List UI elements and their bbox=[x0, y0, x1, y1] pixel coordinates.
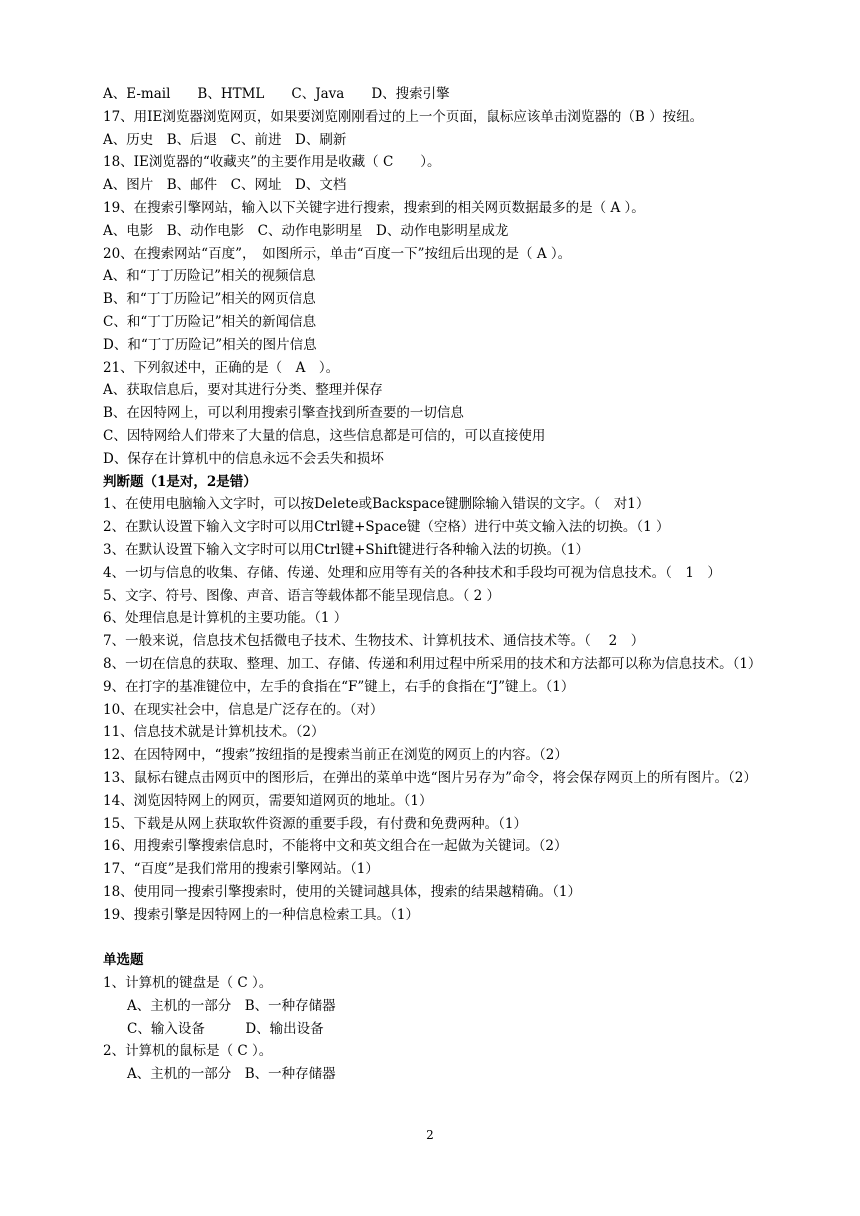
text-line: C、因特网给人们带来了大量的信息，这些信息都是可信的，可以直接使用 bbox=[103, 427, 546, 444]
question-line: 1、计算机的键盘是（ C ）。 bbox=[103, 975, 273, 992]
judge-item: 5、文字、符号、图像、声音、语言等载体都不能呈现信息。（ 2 ） bbox=[103, 587, 501, 604]
judge-item: 6、处理信息是计算机的主要功能。（1 ） bbox=[103, 610, 348, 627]
text-line: A、电影 B、动作电影 C、动作电影明星 D、动作电影明星成龙 bbox=[103, 222, 509, 239]
judge-item-13: 13、鼠标右键点击网页中的图形后，在弹出的菜单中选“图片另存为”命令，将会保存网页上的所有图片。（2） bbox=[103, 769, 757, 786]
text-line: A、E-mail B、HTML C、Java D、搜索引擎 bbox=[103, 86, 450, 102]
text-line: 20、在搜索网站“百度”， 如图所示，单击“百度一下”按纽后出现的是（ A ）。 bbox=[103, 245, 572, 262]
judge-item: 11、信息技术就是计算机技术。（2） bbox=[103, 724, 325, 741]
judge-item: 17、“百度”是我们常用的搜索引擎网站。（1） bbox=[103, 861, 379, 878]
text-line: C、和“丁丁历险记”相关的新闻信息 bbox=[103, 313, 317, 330]
judge-item: 16、用搜索引擎搜索信息时，不能将中文和英文组合在一起做为关键词。（2） bbox=[103, 838, 568, 855]
text-line: D、保存在计算机中的信息永远不会丢失和损坏 bbox=[103, 450, 384, 467]
option-line: C、输入设备 D、输出设备 bbox=[127, 1020, 324, 1037]
judge-heading: 判断题（1是对，2是错） bbox=[103, 473, 257, 490]
judge-block-b bbox=[103, 676, 773, 767]
option-line: A、主机的一部分 B、一种存储器 bbox=[127, 997, 336, 1014]
page-content bbox=[103, 83, 773, 1086]
judge-item: 3、在默认设置下输入文字时可以用Ctrl键+Shift键进行各种输入法的切换。（1） bbox=[103, 541, 589, 558]
judge-block-c bbox=[103, 790, 773, 927]
blank-gap bbox=[103, 926, 773, 949]
single-heading: 单选题 bbox=[103, 952, 144, 969]
page-number: 2 bbox=[426, 1128, 434, 1142]
judge-item: 1、在使用电脑输入文字时，可以按Delete或Backspace键删除输入错误的文字。（ 对1） bbox=[103, 496, 650, 513]
judge-item-8: 8、一切在信息的获取、整理、加工、存储、传递和利用过程中所采用的技术和方法都可以称为信息技术。（1） bbox=[103, 655, 762, 672]
question-line: 2、计算机的鼠标是（ C ）。 bbox=[103, 1043, 273, 1060]
text-line: 19、在搜索引擎网站，输入以下关键字进行搜索，搜索到的相关网页数据最多的是（ A ）。 bbox=[103, 199, 645, 216]
text-line: D、和“丁丁历险记”相关的图片信息 bbox=[103, 336, 317, 353]
judge-item: 18、使用同一搜索引擎搜索时，使用的关键词越具体，搜索的结果越精确。（1） bbox=[103, 883, 582, 900]
judge-item: 4、一切与信息的收集、存储、传递、处理和应用等有关的各种技术和手段均可视为信息技术。（ 1 ） bbox=[103, 564, 721, 581]
text-line: A、图片 B、邮件 C、网址 D、文档 bbox=[103, 177, 347, 194]
judge-item: 9、在打字的基准键位中，左手的食指在“F”键上，右手的食指在“J”键上。（1） bbox=[103, 678, 575, 695]
question-block-a bbox=[103, 83, 773, 471]
judge-item: 14、浏览因特网上的网页，需要知道网页的地址。（1） bbox=[103, 792, 433, 809]
text-line: B、在因特网上，可以利用搜索引擎查找到所查要的一切信息 bbox=[103, 405, 464, 422]
judge-item: 7、一般来说，信息技术包括微电子技术、生物技术、计算机技术、通信技术等。（ 2 ） bbox=[103, 633, 645, 650]
text-line: 18、IE浏览器的“收藏夹”的主要作用是收藏（ C ）。 bbox=[103, 154, 441, 171]
judge-item: 10、在现实社会中，信息是广泛存在的。（对） bbox=[103, 701, 384, 718]
judge-item: 19、搜索引擎是因特网上的一种信息检索工具。（1） bbox=[103, 906, 420, 923]
judge-item: 12、在因特网中，“搜索”按纽指的是搜索当前正在浏览的网页上的内容。（2） bbox=[103, 747, 568, 764]
judge-item: 15、下载是从网上获取软件资源的重要手段，有付费和免费两种。（1） bbox=[103, 815, 528, 832]
option-line: A、主机的一部分 B、一种存储器 bbox=[127, 1066, 336, 1083]
judge-block bbox=[103, 493, 773, 653]
text-line: A、历史 B、后退 C、前进 D、刷新 bbox=[103, 131, 347, 148]
text-line: A、和“丁丁历险记”相关的视频信息 bbox=[103, 268, 316, 285]
text-line: 21、下列叙述中，正确的是（ A ）。 bbox=[103, 359, 340, 376]
text-line: B、和“丁丁历险记”相关的网页信息 bbox=[103, 291, 316, 308]
single-block bbox=[103, 972, 773, 1086]
judge-item: 2、在默认设置下输入文字时可以用Ctrl键+Space键（空格）进行中英文输入法的切换。（1 ） bbox=[103, 519, 670, 536]
text-line: A、获取信息后，要对其进行分类、整理并保存 bbox=[103, 382, 383, 399]
text-line: 17、用IE浏览器浏览网页，如果要浏览刚刚看过的上一个页面，鼠标应该单击浏览器的（B ）按纽。 bbox=[103, 108, 704, 125]
